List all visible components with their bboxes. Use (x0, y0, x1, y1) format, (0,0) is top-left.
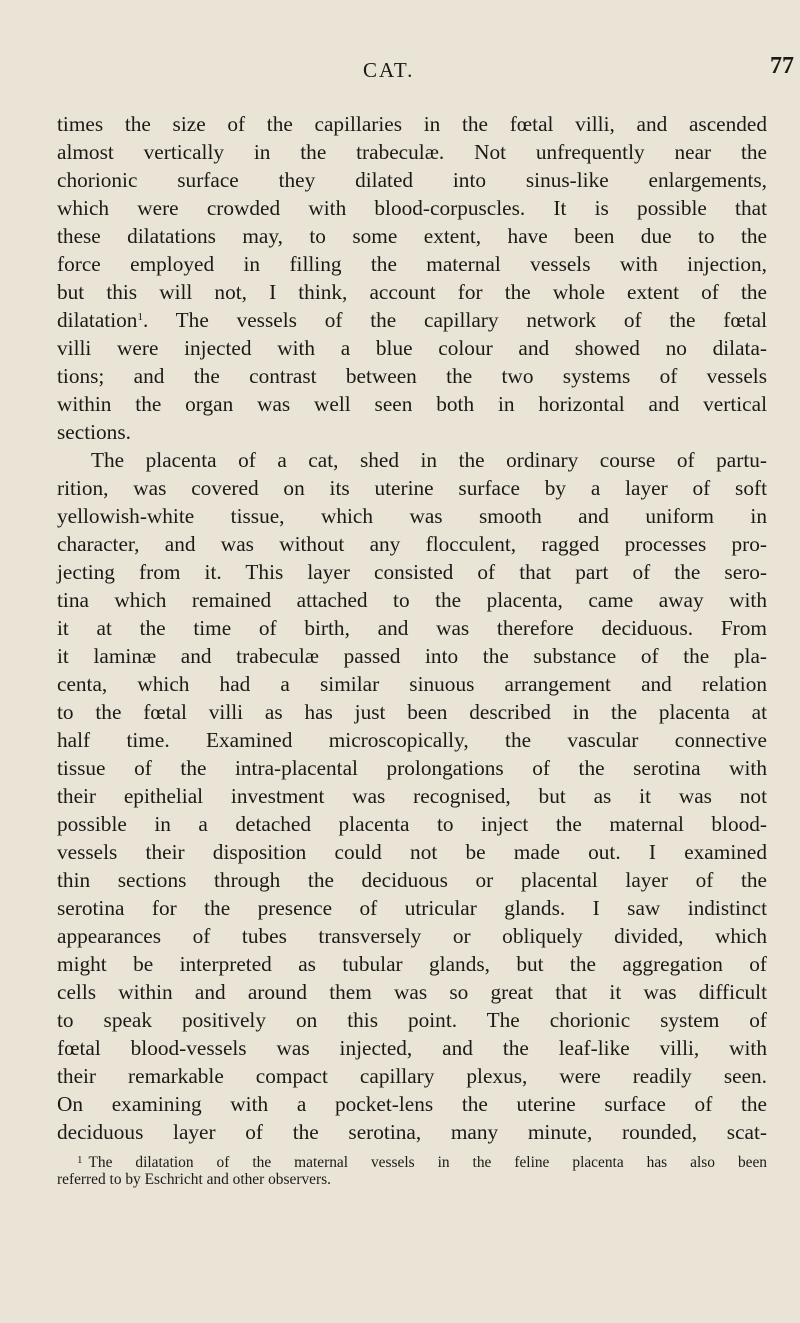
text-line: deciduous layer of the serotina, many minute, rounded, scat- (57, 1120, 767, 1144)
text-line-with-footnote-ref (57, 306, 767, 334)
page-number: 77 (770, 53, 794, 79)
text-line: appearances of tubes transversely or obliquely divided, which (57, 924, 767, 948)
text-line: possible in a detached placenta to inject the maternal blood- (57, 812, 767, 836)
text-fragment: . The vessels of the capillary network of the fœtal (142, 308, 767, 332)
text-line: serotina for the presence of utricular glands. I saw indistinct (57, 896, 767, 920)
text-line: to the fœtal villi as has just been described in the placenta at (57, 700, 767, 724)
text-line: might be interpreted as tubular glands, but the aggregation of (57, 952, 767, 976)
text-line: it laminæ and trabeculæ passed into the substance of the pla- (57, 644, 767, 668)
text-line: their remarkable compact capillary plexus, were readily seen. (57, 1064, 767, 1088)
text-line: these dilatations may, to some extent, have been due to the (57, 224, 767, 248)
footnote-line: referred to by Eschricht and other observers. (57, 1171, 331, 1188)
footnote-marker: 1 (77, 1154, 83, 1166)
text-line: centa, which had a similar sinuous arrangement and relation (57, 672, 767, 696)
text-line: almost vertically in the trabeculæ. Not unfrequently near the (57, 140, 767, 164)
text-line: but this will not, I think, account for the whole extent of the (57, 280, 767, 304)
paragraph-first-line: The placenta of a cat, shed in the ordinary course of partu- (91, 448, 767, 472)
text-line: fœtal blood-vessels was injected, and the leaf-like villi, with (57, 1036, 767, 1060)
text-line: yellowish-white tissue, which was smooth and uniform in (57, 504, 767, 528)
text-line: jecting from it. This layer consisted of that part of the sero- (57, 560, 767, 584)
text-line: to speak positively on this point. The chorionic system of (57, 1008, 767, 1032)
text-line: sections. (57, 420, 131, 444)
text-line: it at the time of birth, and was therefore deciduous. From (57, 616, 767, 640)
text-line: times the size of the capillaries in the fœtal villi, and ascended (57, 112, 767, 136)
text-line: within the organ was well seen both in horizontal and vertical (57, 392, 767, 416)
text-line: vessels their disposition could not be made out. I examined (57, 840, 767, 864)
text-line: half time. Examined microscopically, the vascular connective (57, 728, 767, 752)
text-line: chorionic surface they dilated into sinus-like enlargements, (57, 168, 767, 192)
text-line: their epithelial investment was recognised, but as it was not (57, 784, 767, 808)
text-line: villi were injected with a blue colour and showed no dilata- (57, 336, 767, 360)
text-line: tina which remained attached to the placenta, came away with (57, 588, 767, 612)
text-line: which were crowded with blood-corpuscles. It is possible that (57, 196, 767, 220)
text-line: On examining with a pocket-lens the uterine surface of the (57, 1092, 767, 1116)
text-fragment: dilatation (57, 308, 138, 332)
text-line: character, and was without any flocculent, ragged processes pro- (57, 532, 767, 556)
text-line: force employed in filling the maternal vessels with injection, (57, 252, 767, 276)
text-line: rition, was covered on its uterine surface by a layer of soft (57, 476, 767, 500)
text-line: tions; and the contrast between the two systems of vessels (57, 364, 767, 388)
running-title: CAT. (363, 58, 415, 82)
text-line: cells within and around them was so great that it was difficult (57, 980, 767, 1004)
footnote-text: The dilatation of the maternal vessels in the feline placenta has also been (88, 1154, 767, 1171)
text-line: tissue of the intra-placental prolongations of the serotina with (57, 756, 767, 780)
text-line: thin sections through the deciduous or placental layer of the (57, 868, 767, 892)
footnote-reference: 1 (137, 311, 143, 323)
